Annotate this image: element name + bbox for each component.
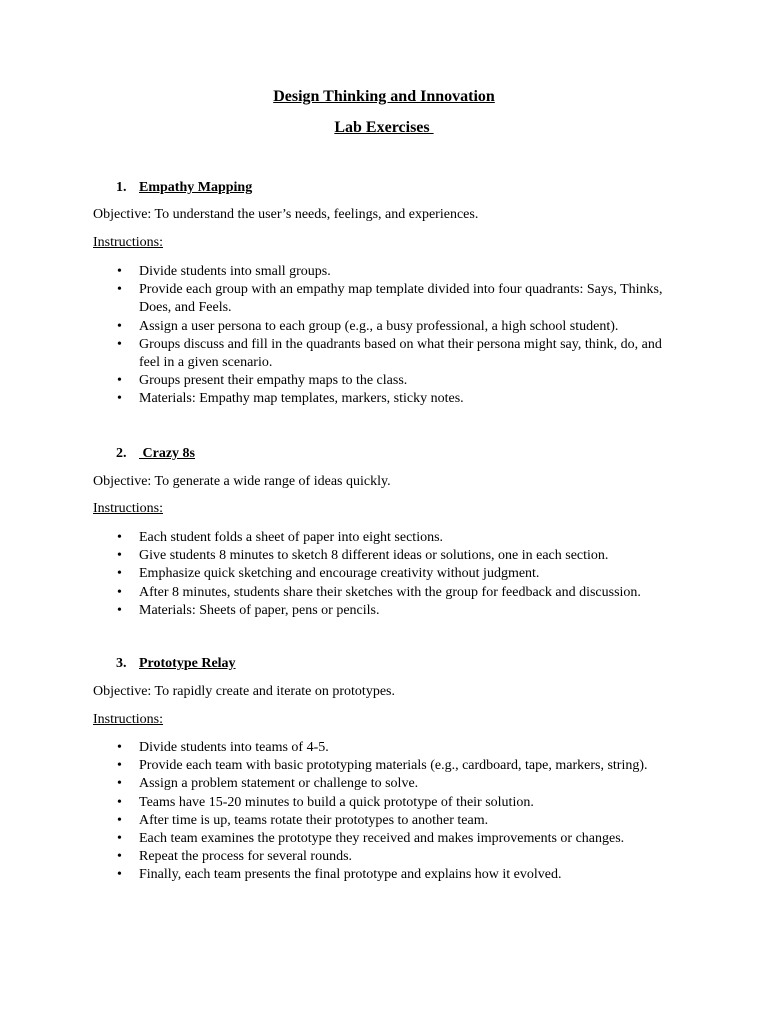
list-item: • Teams have 15-20 minutes to build a quick prototype of their solution.	[139, 794, 679, 812]
list-item: • After 8 minutes, students share their sketches with the group for feedback and discussion.	[139, 584, 679, 602]
section-objective: Objective: To generate a wide range of ideas quickly.	[93, 474, 391, 489]
list-item: • Groups discuss and fill in the quadrants based on what their persona might say, think, do, and feel in a given scenario.	[139, 336, 679, 372]
list-item: • After time is up, teams rotate their prototypes to another team.	[139, 812, 679, 830]
section-number: 1.	[116, 180, 127, 195]
list-item: • Each team examines the prototype they received and makes improvements or changes.	[139, 830, 679, 848]
list-item: • Each student folds a sheet of paper into eight sections.	[139, 529, 679, 547]
instruction-list	[139, 263, 679, 409]
list-item: • Materials: Empathy map templates, markers, sticky notes.	[139, 390, 679, 408]
section-heading-empathy-mapping	[116, 180, 252, 196]
document-title: Design Thinking and Innovation	[273, 88, 495, 105]
instruction-list	[139, 739, 679, 885]
section-title: Crazy 8s	[139, 446, 195, 461]
document-subtitle: Lab Exercises	[334, 119, 434, 136]
list-item: • Repeat the process for several rounds.	[139, 848, 679, 866]
section-title: Empathy Mapping	[139, 180, 253, 195]
list-item: • Groups present their empathy maps to the class.	[139, 372, 679, 390]
list-item: • Divide students into teams of 4-5.	[139, 739, 679, 757]
instruction-list	[139, 529, 679, 620]
section-heading-prototype-relay	[116, 656, 236, 672]
section-heading-crazy-8s	[116, 446, 195, 462]
section-objective: Objective: To understand the user’s needs, feelings, and experiences.	[93, 207, 479, 222]
list-item: • Finally, each team presents the final prototype and explains how it evolved.	[139, 866, 679, 884]
list-item: • Divide students into small groups.	[139, 263, 679, 281]
list-item: • Assign a user persona to each group (e.g., a busy professional, a high school student).	[139, 318, 679, 336]
list-item: • Provide each team with basic prototyping materials (e.g., cardboard, tape, markers, string).	[139, 757, 679, 775]
section-number: 3.	[116, 656, 127, 671]
section-number: 2.	[116, 446, 127, 461]
instructions-label: Instructions:	[93, 501, 163, 516]
list-item: • Give students 8 minutes to sketch 8 different ideas or solutions, one in each section.	[139, 547, 679, 565]
list-item: • Materials: Sheets of paper, pens or pencils.	[139, 602, 679, 620]
list-item: • Provide each group with an empathy map template divided into four quadrants: Says, Thinks, Does, and Feels.	[139, 281, 679, 317]
instructions-label: Instructions:	[93, 712, 163, 727]
list-item: • Assign a problem statement or challenge to solve.	[139, 775, 679, 793]
list-item: • Emphasize quick sketching and encourage creativity without judgment.	[139, 565, 679, 583]
section-title: Prototype Relay	[139, 656, 236, 671]
instructions-label: Instructions:	[93, 235, 163, 250]
section-objective: Objective: To rapidly create and iterate on prototypes.	[93, 684, 395, 699]
